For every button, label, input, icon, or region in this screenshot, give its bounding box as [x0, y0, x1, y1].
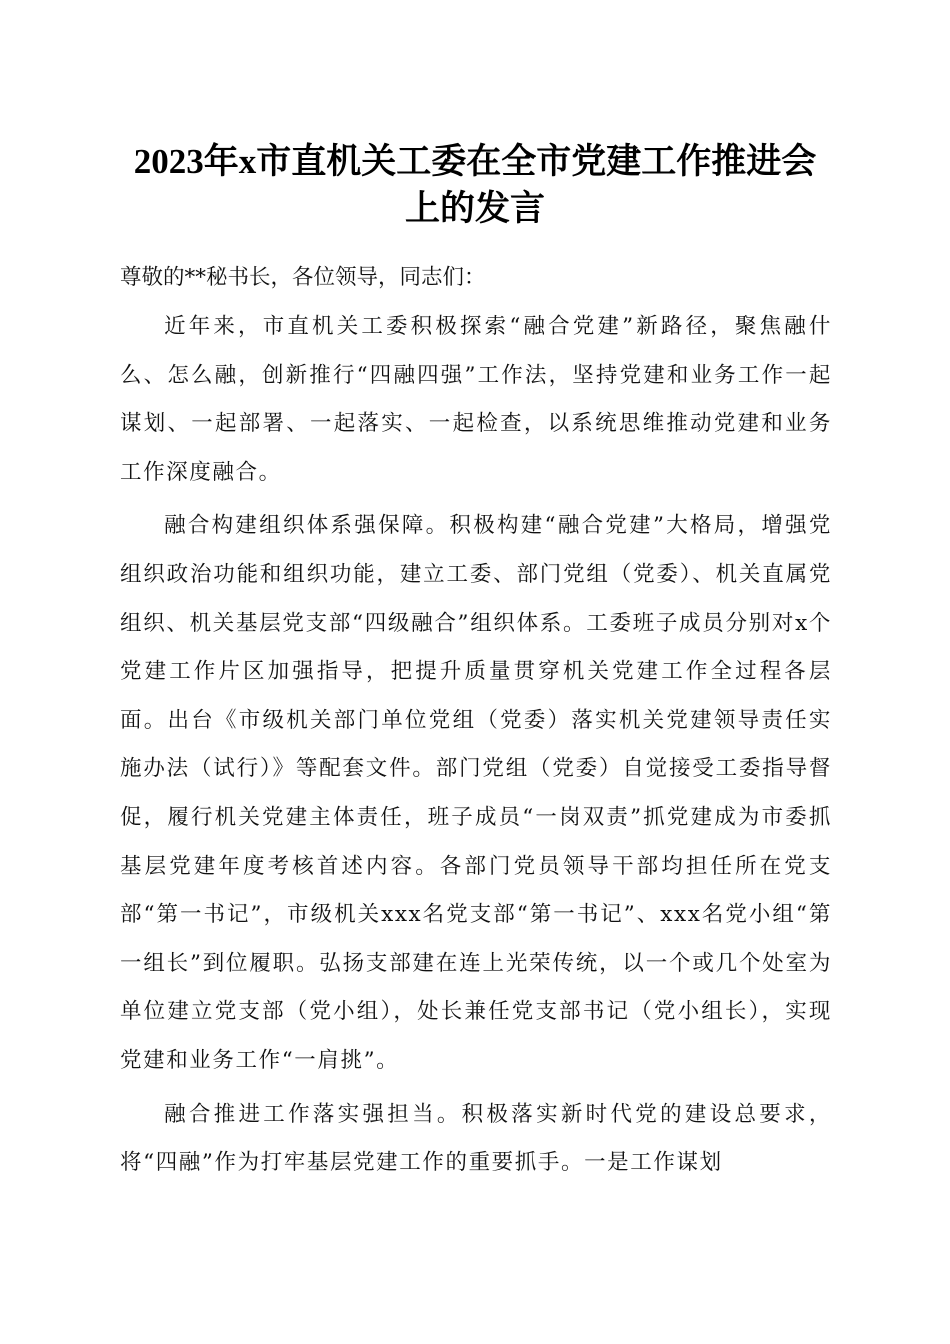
document-body: [120, 253, 832, 1193]
document-title-line-1: 2023年x市直机关工委在全市党建工作推进会: [133, 142, 817, 181]
document-title-line-2: 上的发言: [404, 189, 545, 228]
paragraph-work-implementation: 融合推进工作落实强担当。积极落实新时代党的建设总要求，将“四融”作为打牢基层党建工作的重要抓手。一是工作谋划: [120, 1101, 832, 1176]
paragraph-organization-system: 融合构建组织体系强保障。积极构建“融合党建”大格局，增强党组织政治功能和组织功能，建立工委、部门党组（党委）、机关直属党组织、机关基层党支部“四级融合”组织体系。工委班子成员分别对x个党建工作片区加强指导，把提升质量贯穿机关党建工作全过程各层面。出台《市级机关部门单位党组（党委）落实机关党建领导责任实施办法（试行）》等配套文件。部门党组（党委）自觉接受工委指导督促，履行机关党建主体责任，班子成员“一岗双责”抓党建成为市委抓基层党建年度考核首述内容。各部门党员领导干部均担任所在党支部“第一书记”，市级机关xxx名党支部“第一书记”、xxx名党小组“第一组长”到位履职。弘扬支部建在连上光荣传统，以一个或几个处室为单位建立党支部（党小组），处长兼任党支部书记（党小组长），实现党建和业务工作“一肩挑”。: [120, 513, 832, 1073]
salutation: 尊敬的**秘书长，各位领导，同志们：: [120, 265, 486, 290]
paragraph-intro: 近年来，市直机关工委积极探索“融合党建”新路径，聚焦融什么、怎么融，创新推行“四融四强”工作法，坚持党建和业务工作一起谋划、一起部署、一起落实、一起检查，以系统思维推动党建和业务工作深度融合。: [120, 314, 832, 485]
